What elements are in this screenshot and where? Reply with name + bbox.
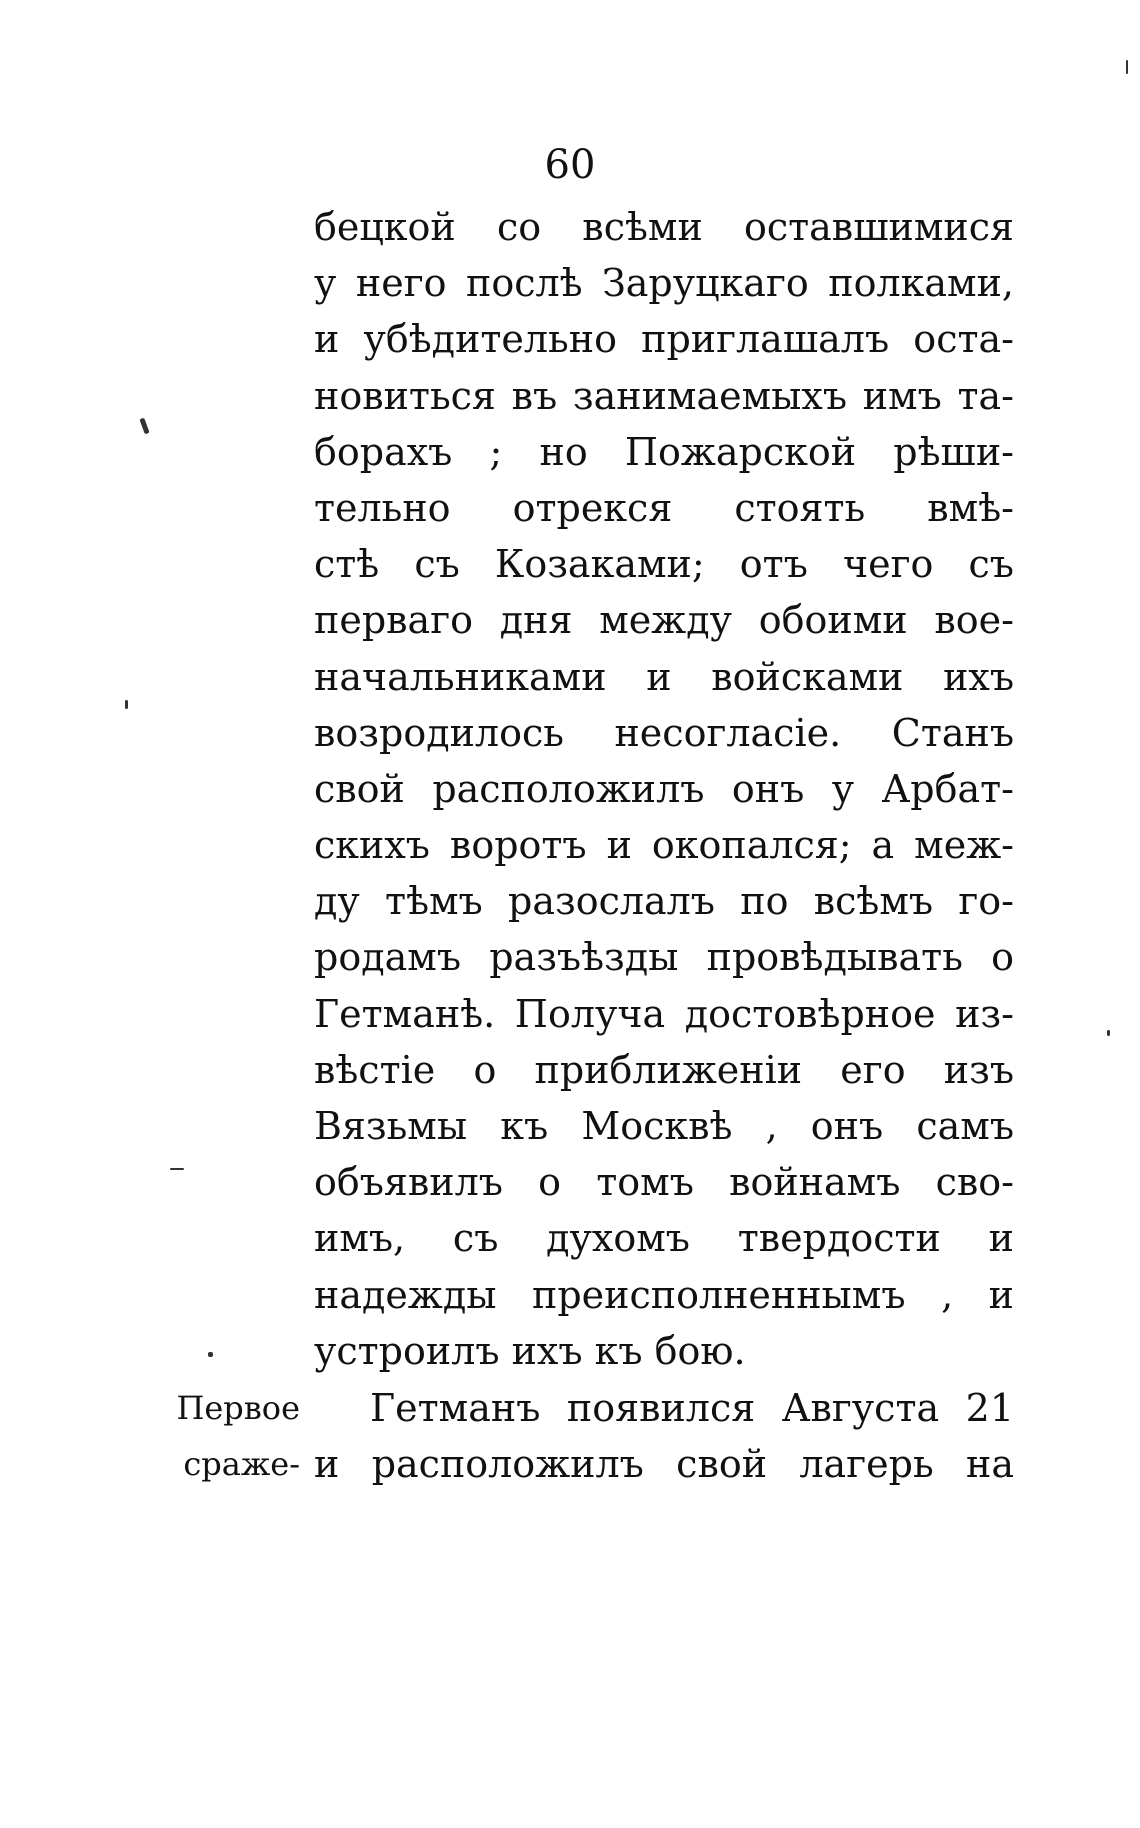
margin-note-line: сраже- [183,1445,300,1484]
text-line: надежды преисполненнымъ , и [314,1272,1014,1317]
scan-speck [125,700,128,709]
text-line: Вязьмы къ Москвѣ , онъ самъ [314,1104,1014,1148]
text-line: тельно отрекся стоять вмѣ- [314,485,1014,530]
scan-speck [1107,1030,1110,1036]
text-line: вѣстіе о приближеніи его изъ [314,1047,1014,1092]
scan-speck [1126,60,1128,74]
text-line: скихъ воротъ и окопался; а меж- [314,823,1014,868]
text-line: стѣ съ Козаками; отъ чего съ [314,542,1014,587]
text-line: устроилъ ихъ къ бою. [314,1328,746,1373]
text-line: борахъ ; но Пожарской рѣши- [314,429,1014,474]
main-text-block [314,199,1014,1379]
margin-note [160,1380,300,1492]
text-line: начальниками и войсками ихъ [314,654,1014,699]
margin-note-line: Первое [176,1389,300,1427]
scan-speck [139,418,149,435]
text-line: ду тѣмъ разослалъ по всѣмъ го- [314,879,1014,924]
text-line: свой расположилъ онъ у Арбат- [314,766,1014,811]
text-line: родамъ разъѣзды провѣдывать о [314,935,1014,980]
text-line: объявилъ о томъ войнамъ сво- [314,1160,1014,1205]
text-line: новиться въ занимаемыхъ имъ та- [314,373,1014,418]
text-line: Гетманѣ. Получа достовѣрное из- [314,991,1014,1036]
text-line: и убѣдительно приглашалъ оста- [314,317,1014,362]
page-number: 60 [544,142,596,188]
text-line: и расположилъ свой лагерь на [314,1442,1014,1487]
text-line: имъ, съ духомъ твердости и [314,1216,1014,1261]
lower-text-block [314,1380,1014,1492]
text-line: Гетманъ появился Августа 21 [370,1386,1014,1430]
text-line: бецкой со всѣми оставшимися [314,205,1014,249]
text-line: возродилось несогласіе. Станъ [314,710,1014,755]
text-line: перваго дня между обоими вое- [314,598,1014,643]
text-line: у него послѣ Заруцкаго полками, [314,261,1014,306]
scan-speck [170,1168,184,1170]
scan-speck [208,1352,213,1357]
